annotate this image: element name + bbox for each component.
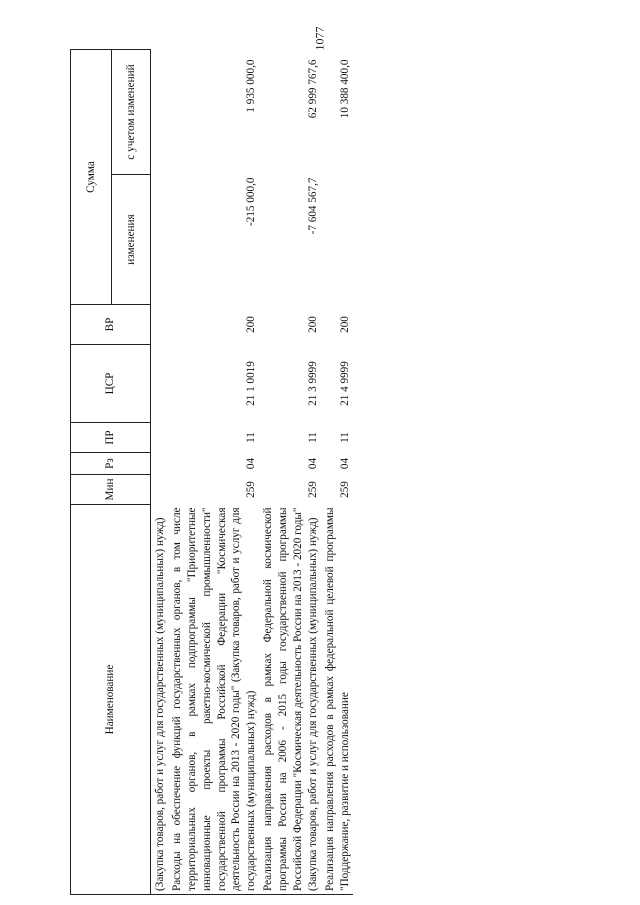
row-vr xyxy=(151,305,168,345)
row-min xyxy=(151,475,168,505)
row-min: 259 xyxy=(338,481,351,498)
row-csr: 21 1 0019 xyxy=(245,361,258,406)
row-min: 259 xyxy=(306,481,319,498)
table-row xyxy=(168,50,259,895)
row-vr: 200 xyxy=(306,316,319,333)
row-changes: -7 604 567,7 xyxy=(306,177,319,235)
row-changes: -215 000,0 xyxy=(245,177,258,226)
row-name: Расходы на обеспечение функций государственных органов, в том числе территориальных органов, в рамках подпрограммы "Приоритетные инновационные проекты ракетно-космической промышленности" государственной программы Российской Федерации "Космическая деятельность России на 2013 - 2020 годы" (Закупка товаров, работ и услуг для государственных (муниципальных) нужд) xyxy=(168,505,259,895)
row-name: (Закупка товаров, работ и услуг для государственных (муниципальных) нужд) xyxy=(151,505,168,895)
table-row xyxy=(321,50,353,895)
row-with-changes xyxy=(151,50,168,175)
row-changes xyxy=(151,175,168,305)
page-number-box xyxy=(300,24,340,52)
row-rz: 04 xyxy=(338,457,351,470)
row-name: Реализация направления расходов в рамках федеральной целевой программы "Поддержание, развитие и использование xyxy=(321,505,353,895)
row-pr: 11 xyxy=(338,432,351,443)
row-with-changes: 10 388 400,0 xyxy=(338,59,351,119)
header-pr: ПР xyxy=(71,423,151,453)
header-changes: изменения xyxy=(112,175,151,305)
table-row xyxy=(151,50,168,895)
row-rz: 04 xyxy=(245,457,258,470)
budget-table xyxy=(70,49,353,895)
row-csr: 21 3 9999 xyxy=(306,361,319,406)
rotated-table-sheet xyxy=(70,50,595,895)
row-csr: 21 4 9999 xyxy=(338,361,351,406)
row-name: Реализация направления расходов в рамках Федеральной космической программы России на 2006 - 2015 годы государственной программы Российской Федерации "Космическая деятельность России на 2013 - 2020 годы" (Закупка товаров, работ и услуг для государственных (муниципальных) нужд) xyxy=(259,505,321,895)
row-csr xyxy=(151,345,168,423)
page-number: 1077 xyxy=(312,26,327,50)
header-name: Наименование xyxy=(71,505,151,895)
header-sum: Сумма xyxy=(71,50,112,305)
row-changes xyxy=(321,175,353,305)
row-pr: 11 xyxy=(245,432,258,443)
row-min: 259 xyxy=(245,481,258,498)
header-row xyxy=(71,50,112,895)
row-vr: 200 xyxy=(338,316,351,333)
row-with-changes: 62 999 767,6 xyxy=(306,59,319,119)
row-rz xyxy=(151,453,168,475)
header-min: Мин xyxy=(71,475,151,505)
row-pr xyxy=(151,423,168,453)
header-csr: ЦСР xyxy=(71,345,151,423)
row-pr: 11 xyxy=(306,432,319,443)
row-rz: 04 xyxy=(306,457,319,470)
header-rz: Рз xyxy=(71,453,151,475)
header-with-changes: с учетом изменений xyxy=(112,50,151,175)
row-vr: 200 xyxy=(245,316,258,333)
header-vr: ВР xyxy=(71,305,151,345)
table-row xyxy=(259,50,321,895)
row-with-changes: 1 935 000,0 xyxy=(245,59,258,113)
